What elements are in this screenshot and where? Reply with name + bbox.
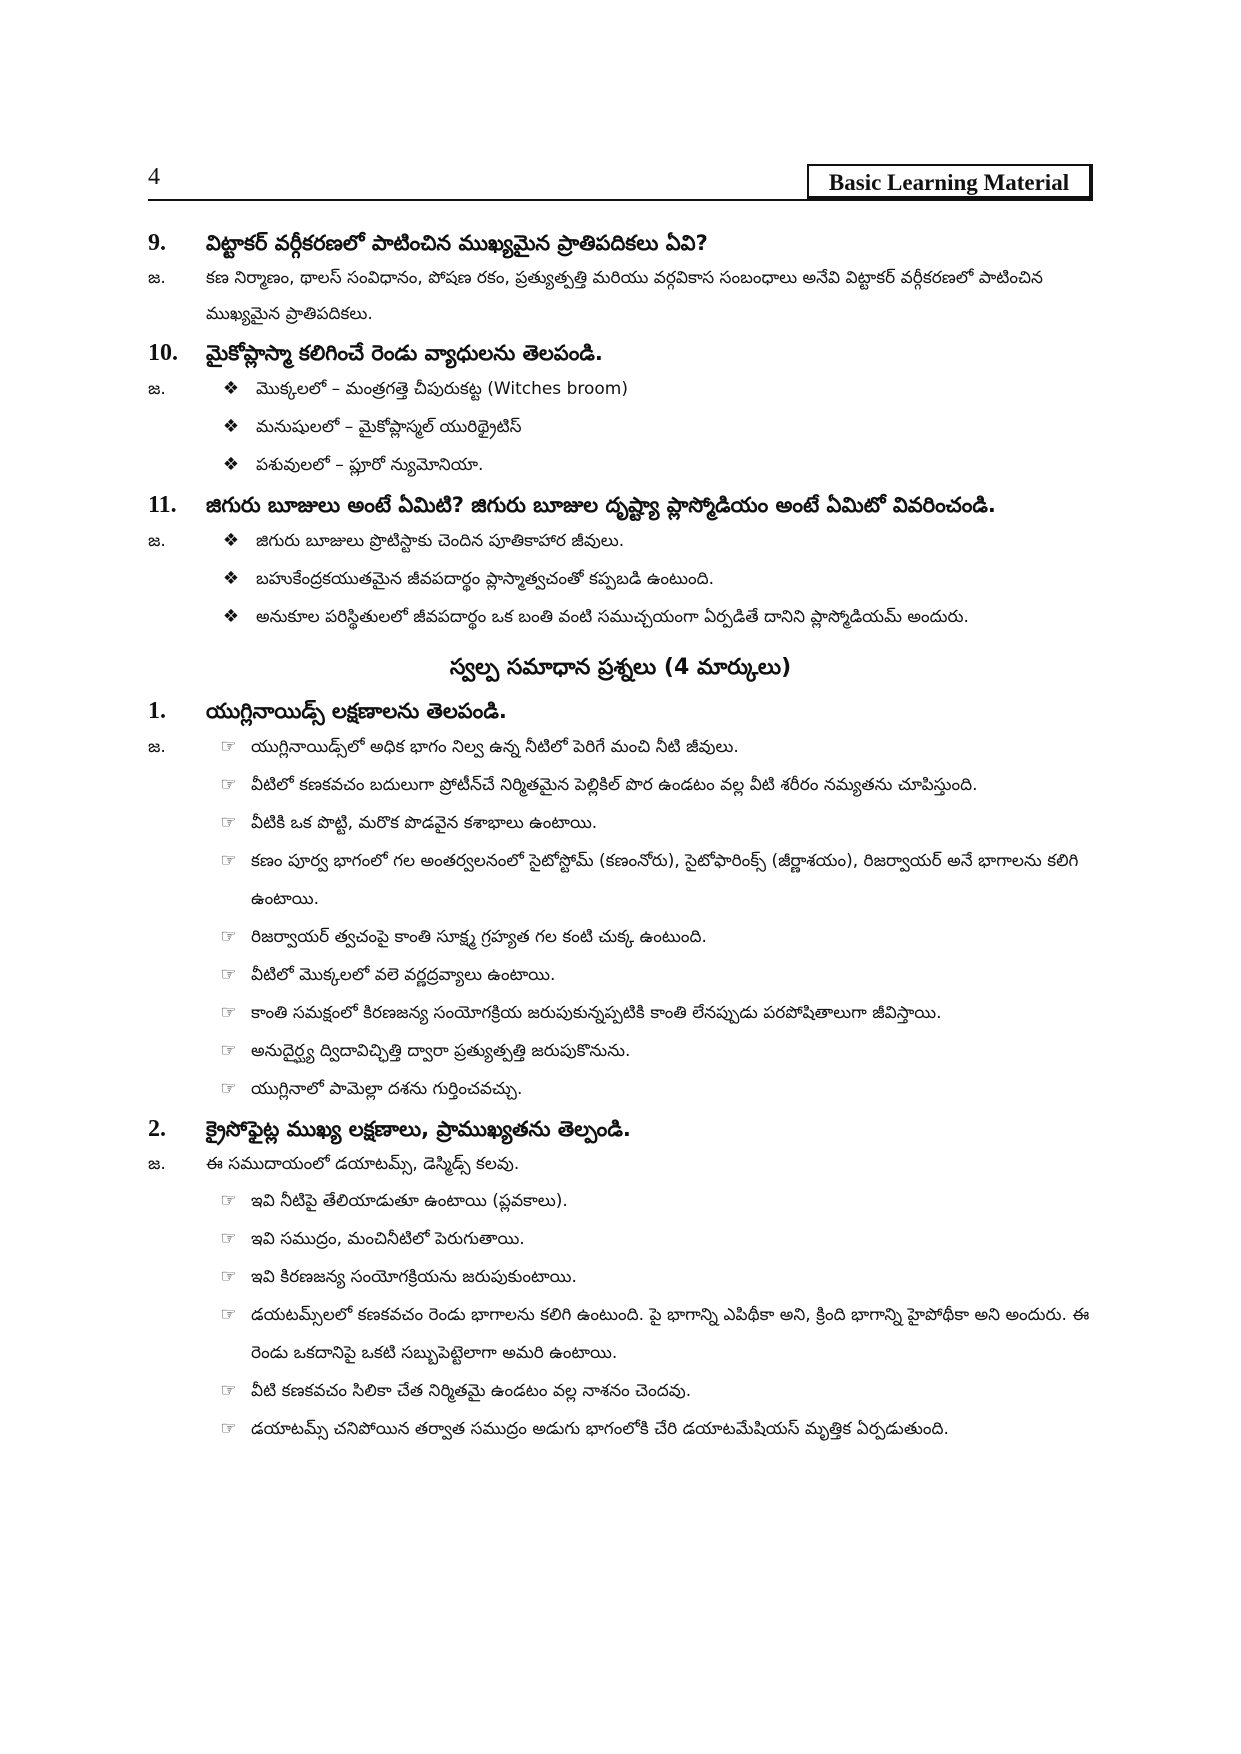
list-item — [148, 1070, 1093, 1108]
list-item — [148, 918, 1093, 956]
list-item-text: యుగ్లినాయిడ్స్‌లో అధిక భాగం నిల్వ ఉన్న నీటిలో పెరిగే మంచి నీటి జీవులు. — [251, 737, 739, 757]
list-item — [148, 804, 1093, 842]
list-item — [148, 370, 1093, 408]
answer-label: జ. — [148, 268, 166, 288]
page-header — [148, 164, 1093, 204]
question-text: జిగురు బూజులు అంటే ఏమిటి? జిగురు బూజుల దృష్ట్యా ప్లాస్మోడియం అంటే ఏమిటో వివరించండి. — [206, 493, 996, 517]
pointing-hand-icon: ☞ — [220, 736, 237, 757]
book-title-box: Basic Learning Material — [807, 164, 1093, 200]
list-item — [148, 1032, 1093, 1070]
list-item — [148, 446, 1093, 484]
list-item-text: మొక్కలలో – మంత్రగత్తె చీపురుకట్ట (Witches broom) — [256, 379, 628, 399]
answer-label: జ. — [148, 737, 166, 757]
question-number: 2. — [148, 1116, 166, 1142]
list-item-text: డయాటమ్స్ చనిపోయిన తర్వాత సముద్రం అడుగు భాగంలోకి చేరి డయాటమేషియస్ మృత్తిక ఏర్పడుతుంది. — [251, 1419, 949, 1439]
list-item-text: ఇవి సముద్రం, మంచినీటిలో పెరుగుతాయి. — [251, 1229, 525, 1249]
question-9 — [148, 226, 1093, 260]
pointing-hand-icon: ☞ — [220, 964, 237, 985]
pointing-hand-icon: ☞ — [220, 850, 237, 871]
question-number: 1. — [148, 698, 166, 724]
list-item — [148, 522, 1093, 560]
list-item — [148, 560, 1093, 598]
list-item — [148, 1182, 1093, 1220]
list-item-text: వీటిలో కణకవచం బదులుగా ప్రోటీన్‌చే నిర్మితమైన పెల్లికిల్ పొర ఉండటం వల్ల వీటి శరీరం నమ్యతను చూపిస్తుంది. — [251, 775, 978, 795]
diamond-bullet-icon: ❖ — [222, 568, 240, 589]
answer-intro — [148, 1146, 1093, 1182]
question-text: మైకోప్లాస్మా కలిగించే రెండు వ్యాధులను తెలపండి. — [206, 341, 603, 365]
question-number: 9. — [148, 230, 166, 256]
list-item-text: కణం పూర్వ భాగంలో గల అంతర్వలనంలో సైటోస్టోమ్ (కణంనోరు), సైటోఫారింక్స్ (జీర్ణాశయం), రిజర్వాయర్ అనే భాగాలను కలిగి ఉంటాయి. — [251, 851, 1079, 909]
list-item-text: మనుషులలో – మైకోప్లాస్మల్ యురిథ్రైటిస్ — [256, 417, 522, 437]
list-item — [148, 1372, 1093, 1410]
pointing-hand-icon: ☞ — [220, 1228, 237, 1249]
question-10 — [148, 336, 1093, 370]
list-item-text: రిజర్వాయర్ త్వచంపై కాంతి సూక్ష్మ గ్రహ్యత గల కంటి చుక్క ఉంటుంది. — [251, 927, 707, 947]
pointing-hand-icon: ☞ — [220, 1418, 237, 1439]
list-item-text: డయటమ్స్‌లలో కణకవచం రెండు భాగాలను కలిగి ఉంటుంది. పై భాగాన్ని ఎపిథీకా అని, క్రింది భాగాన్ని హైపోథీకా అని అందురు. ఈ రెండు ఒకదానిపై ఒకటి సబ్బుపెట్టెలాగా అమరి ఉంటాయి. — [251, 1305, 1090, 1363]
pointing-hand-icon: ☞ — [220, 774, 237, 795]
pointing-hand-icon: ☞ — [220, 812, 237, 833]
list-item-text: వీటిలో మొక్కలలో వలె వర్ణద్రవ్యాలు ఉంటాయి. — [251, 965, 556, 985]
list-item-text: వీటి కణకవచం సిలికా చేత నిర్మితమై ఉండటం వల్ల నాశనం చెందవు. — [251, 1381, 692, 1401]
answer-text: కణ నిర్మాణం, థాలస్ సంవిధానం, పోషణ రకం, ప్రత్యుత్పత్తి మరియు వర్గవికాస సంబంధాలు అనేవి విట్టాకర్ వర్గీకరణలో పాటించిన ముఖ్యమైన ప్రాతిపదికలు. — [206, 268, 1043, 324]
list-item-text: యుగ్లినాలో పామెల్లా దశను గుర్తించవచ్చు. — [251, 1079, 523, 1099]
list-item-text: అనుదైర్ఘ్య ద్విదావిచ్ఛిత్తి ద్వారా ప్రత్యుత్పత్తి జరుపుకొనును. — [251, 1041, 631, 1061]
answer-label: జ. — [148, 1154, 166, 1174]
pointing-hand-icon: ☞ — [220, 1002, 237, 1023]
question-11 — [148, 488, 1093, 522]
diamond-bullet-icon: ❖ — [222, 530, 240, 551]
answer-label: జ. — [148, 379, 166, 399]
short-question-1 — [148, 694, 1093, 728]
page-content — [148, 222, 1093, 1448]
page-number: 4 — [148, 164, 160, 190]
short-question-2 — [148, 1112, 1093, 1146]
diamond-bullet-icon: ❖ — [222, 454, 240, 475]
list-item — [148, 766, 1093, 804]
list-item — [148, 1296, 1093, 1372]
list-item — [148, 842, 1093, 918]
section-heading: స్వల్ప సమాధాన ప్రశ్నలు (4 మార్కులు) — [449, 655, 792, 680]
pointing-hand-icon: ☞ — [220, 1380, 237, 1401]
list-item — [148, 408, 1093, 446]
list-item-text: ఇవి నీటిపై తేలియాడుతూ ఉంటాయి (ప్లవకాలు). — [251, 1191, 568, 1211]
pointing-hand-icon: ☞ — [220, 1190, 237, 1211]
diamond-bullet-icon: ❖ — [222, 416, 240, 437]
list-item-text: వీటికి ఒక పొట్టి, మరొక పొడవైన కశాభాలు ఉంటాయి. — [251, 813, 598, 833]
question-text: యుగ్లినాయిడ్స్ లక్షణాలను తెలపండి. — [206, 699, 507, 723]
question-text: క్రైసోఫైట్ల ముఖ్య లక్షణాలు, ప్రాముఖ్యతను తెల్పండి. — [206, 1117, 631, 1141]
pointing-hand-icon: ☞ — [220, 1078, 237, 1099]
pointing-hand-icon: ☞ — [220, 1304, 237, 1325]
question-number: 11. — [148, 492, 177, 518]
list-item — [148, 1410, 1093, 1448]
list-item-text: బహుకేంద్రకయుతమైన జీవపదార్థం ప్లాస్మాత్వచంతో కప్పబడి ఉంటుంది. — [256, 569, 715, 589]
list-item-text: అనుకూల పరిస్థితులలో జీవపదార్థం ఒక బంతి వంటి సముచ్చయంగా ఏర్పడితే దానిని ప్లాస్మోడియమ్ అందురు. — [256, 607, 969, 627]
answer-text: ఈ సముదాయంలో డయాటమ్స్, డెస్మిడ్స్ కలవు. — [206, 1154, 520, 1174]
pointing-hand-icon: ☞ — [220, 1266, 237, 1287]
list-item-text: జిగురు బూజులు ప్రొటిస్టాకు చెందిన పూతికాహార జీవులు. — [256, 531, 625, 551]
diamond-bullet-icon: ❖ — [222, 378, 240, 399]
list-item — [148, 956, 1093, 994]
diamond-bullet-icon: ❖ — [222, 606, 240, 627]
list-item-text: పశువులలో – ప్లూరో న్యుమోనియా. — [256, 455, 484, 475]
answer-label: జ. — [148, 531, 166, 551]
pointing-hand-icon: ☞ — [220, 926, 237, 947]
list-item-text: ఇవి కిరణజన్య సంయోగక్రియను జరుపుకుంటాయి. — [251, 1267, 577, 1287]
list-item — [148, 1220, 1093, 1258]
list-item — [148, 728, 1093, 766]
answer-9 — [148, 260, 1093, 332]
question-number: 10. — [148, 340, 178, 366]
list-item — [148, 994, 1093, 1032]
pointing-hand-icon: ☞ — [220, 1040, 237, 1061]
list-item — [148, 1258, 1093, 1296]
list-item — [148, 598, 1093, 636]
list-item-text: కాంతి సమక్షంలో కిరణజన్య సంయోగక్రియ జరుపుకున్నప్పటికి కాంతి లేనప్పుడు పరపోషితాలుగా జీవిస్తాయి. — [251, 1003, 942, 1023]
question-text: విట్టాకర్ వర్గీకరణలో పాటించిన ముఖ్యమైన ప్రాతిపదికలు ఏవి? — [206, 231, 708, 255]
